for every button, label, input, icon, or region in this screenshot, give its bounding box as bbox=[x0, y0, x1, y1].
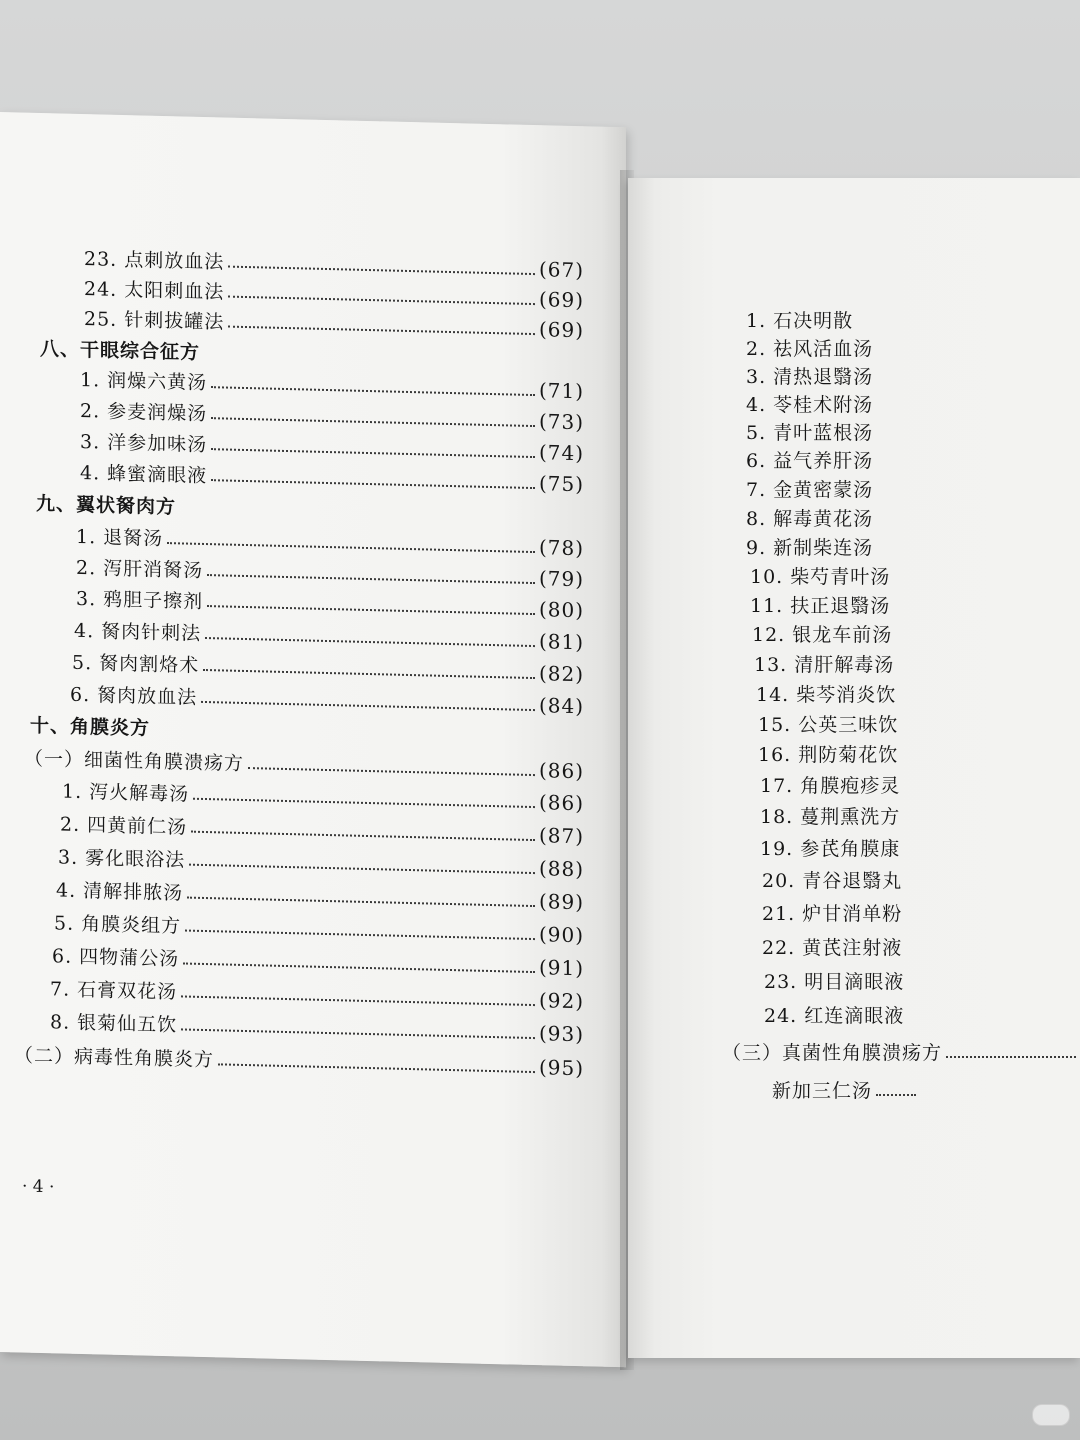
section-heading-title: 十、角膜炎方 bbox=[30, 714, 151, 740]
toc-entry bbox=[762, 933, 1080, 963]
toc-entry-page: (84) bbox=[538, 693, 584, 719]
toc-entry bbox=[746, 306, 1080, 336]
leader-dots bbox=[201, 699, 535, 711]
toc-entry bbox=[746, 504, 1080, 534]
toc-entry-title: 16. 荆防菊花饮 bbox=[758, 744, 899, 766]
section-heading bbox=[30, 711, 230, 746]
toc-entry bbox=[772, 1076, 1080, 1106]
leader-dots bbox=[181, 1026, 535, 1039]
section-heading-title: 九、翼状胬肉方 bbox=[36, 492, 177, 519]
toc-entry-title: 14. 柴芩消炎饮 bbox=[756, 684, 897, 706]
toc-entry-title: 2. 祛风活血汤 bbox=[746, 338, 874, 360]
toc-entry-title: 19. 参芪角膜康 bbox=[760, 838, 901, 860]
toc-entry-title: 18. 蔓荆熏洗方 bbox=[760, 806, 901, 828]
toc-entry bbox=[750, 562, 1080, 592]
toc-entry-title: 17. 角膜疱疹灵 bbox=[760, 775, 901, 797]
toc-entry-page: (74) bbox=[538, 440, 584, 466]
toc-entry-title: 1. 泻火解毒汤 bbox=[62, 780, 190, 806]
leader-dots bbox=[211, 477, 535, 489]
leader-dots bbox=[946, 1054, 1076, 1058]
toc-entry-title: 3. 鸦胆子擦剂 bbox=[76, 587, 204, 613]
toc-entry-page: (75) bbox=[538, 471, 584, 497]
toc-entry-title: 23. 明目滴眼液 bbox=[764, 971, 905, 993]
right-page bbox=[628, 178, 1080, 1358]
toc-entry-title: （三）真菌性角膜溃疡方 bbox=[722, 1042, 943, 1064]
leader-dots bbox=[205, 635, 535, 647]
toc-entry-title: 3. 雾化眼浴法 bbox=[58, 846, 186, 872]
leader-dots bbox=[228, 294, 535, 305]
leader-dots bbox=[211, 446, 535, 458]
leader-dots bbox=[876, 1092, 916, 1096]
leader-dots bbox=[228, 264, 535, 275]
toc-entry-page: (86) bbox=[538, 790, 584, 816]
toc-entry-title: 6. 胬肉放血法 bbox=[70, 683, 198, 709]
watermark-badge bbox=[1032, 1404, 1070, 1426]
toc-entry-title: 3. 洋参加味汤 bbox=[80, 430, 208, 457]
leader-dots bbox=[181, 993, 535, 1006]
toc-entry bbox=[746, 362, 1080, 392]
leader-dots bbox=[218, 1061, 535, 1073]
leader-dots bbox=[207, 572, 535, 584]
leader-dots bbox=[207, 603, 535, 615]
section-heading bbox=[36, 489, 236, 524]
toc-entry bbox=[762, 899, 1080, 929]
toc-entry-title: 24. 红连滴眼液 bbox=[764, 1005, 905, 1027]
toc-entry-title: 5. 胬肉割烙术 bbox=[72, 651, 200, 677]
leader-dots bbox=[203, 667, 535, 679]
left-page bbox=[0, 112, 626, 1367]
toc-entry-title: （二）病毒性角膜炎方 bbox=[14, 1044, 215, 1072]
toc-entry-title: 1. 润燥六黄汤 bbox=[80, 368, 208, 395]
toc-entry-title: 7. 石膏双花汤 bbox=[50, 978, 178, 1004]
toc-entry-title: 4. 胬肉针刺法 bbox=[74, 619, 202, 645]
toc-entry bbox=[764, 1001, 1080, 1031]
toc-entry bbox=[752, 620, 1080, 650]
toc-entry-page: (92) bbox=[538, 988, 584, 1014]
toc-entry-page: (78) bbox=[538, 535, 584, 561]
toc-entry-title: 9. 新制柴连汤 bbox=[746, 537, 874, 559]
toc-entry bbox=[760, 802, 1080, 832]
toc-entry-title: 13. 清肝解毒汤 bbox=[754, 654, 895, 676]
toc-entry-title: 新加三仁汤 bbox=[772, 1080, 873, 1102]
toc-entry-title: 1. 退胬汤 bbox=[76, 525, 164, 550]
page-number: · 4 · bbox=[22, 1176, 55, 1198]
toc-entry-title: 6. 四物蒲公汤 bbox=[52, 945, 180, 971]
toc-entry-page: (95) bbox=[538, 1055, 584, 1081]
toc-entry-page: (69) bbox=[538, 287, 584, 313]
toc-entry bbox=[746, 446, 1080, 476]
leader-dots bbox=[167, 540, 535, 553]
toc-entry bbox=[746, 334, 1080, 364]
toc-entry bbox=[758, 740, 1080, 770]
toc-entry-title: 7. 金黄密蒙汤 bbox=[746, 479, 874, 501]
toc-entry-title: 4. 苓桂术附汤 bbox=[746, 394, 874, 416]
leader-dots bbox=[189, 862, 535, 874]
toc-entry-title: 12. 银龙车前汤 bbox=[752, 624, 893, 646]
toc-entry-title: （一）细菌性角膜溃疡方 bbox=[24, 747, 245, 775]
toc-entry-title: 5. 青叶蓝根汤 bbox=[746, 422, 874, 444]
toc-entry bbox=[754, 650, 1080, 680]
toc-entry-page: (87) bbox=[538, 823, 584, 849]
leader-dots bbox=[185, 928, 535, 941]
section-heading bbox=[40, 334, 240, 369]
toc-entry bbox=[760, 834, 1080, 864]
toc-entry-page: (79) bbox=[538, 566, 584, 592]
toc-entry-title: 2. 参麦润燥汤 bbox=[80, 399, 208, 426]
toc-entry-page: (71) bbox=[538, 378, 584, 404]
toc-entry-title: 22. 黄芪注射液 bbox=[762, 937, 903, 959]
toc-entry-title: 11. 扶正退翳汤 bbox=[750, 595, 891, 617]
toc-entry-page: (67) bbox=[538, 257, 584, 283]
toc-entry-page: (88) bbox=[538, 856, 584, 882]
toc-entry-title: 24. 太阳刺血法 bbox=[84, 278, 225, 304]
toc-entry bbox=[764, 967, 1080, 997]
toc-entry-page: (90) bbox=[538, 922, 584, 948]
toc-entry bbox=[750, 591, 1080, 621]
toc-entry-title: 15. 公英三味饮 bbox=[758, 714, 899, 736]
toc-entry-page: (81) bbox=[538, 629, 584, 655]
toc-entry bbox=[762, 866, 1080, 896]
toc-entry-title: 3. 清热退翳汤 bbox=[746, 366, 874, 388]
toc-entry-title: 4. 清解排脓汤 bbox=[56, 879, 184, 905]
toc-entry bbox=[722, 1038, 1080, 1068]
leader-dots bbox=[228, 324, 535, 335]
toc-entry bbox=[758, 710, 1080, 740]
toc-entry-title: 8. 银菊仙五饮 bbox=[50, 1011, 178, 1037]
leader-dots bbox=[191, 829, 535, 841]
section-heading-title: 八、干眼综合征方 bbox=[40, 337, 201, 364]
leader-dots bbox=[248, 765, 535, 776]
toc-entry bbox=[746, 533, 1080, 563]
toc-entry-title: 20. 青谷退翳丸 bbox=[762, 870, 903, 892]
toc-entry-page: (82) bbox=[538, 661, 584, 687]
toc-entry-page: (73) bbox=[538, 409, 584, 435]
toc-entry-title: 8. 解毒黄花汤 bbox=[746, 508, 874, 530]
toc-entry bbox=[746, 418, 1080, 448]
leader-dots bbox=[211, 384, 535, 396]
toc-entry-title: 2. 泻肝消胬汤 bbox=[76, 556, 204, 582]
toc-entry-title: 21. 炉甘消单粉 bbox=[762, 903, 903, 925]
leader-dots bbox=[187, 895, 535, 907]
leader-dots bbox=[211, 415, 535, 427]
toc-entry-title: 5. 角膜炎组方 bbox=[54, 912, 182, 938]
toc-entry bbox=[760, 771, 1080, 801]
toc-entry-title: 23. 点刺放血法 bbox=[84, 248, 225, 274]
toc-entry bbox=[746, 390, 1080, 420]
toc-entry-page: (86) bbox=[538, 758, 584, 784]
toc-entry-page: (93) bbox=[538, 1021, 584, 1047]
toc-entry-title: 2. 四黄前仁汤 bbox=[60, 813, 188, 839]
toc-entry-title: 4. 蜂蜜滴眼液 bbox=[80, 461, 208, 488]
toc-entry-page: (89) bbox=[538, 889, 584, 915]
toc-entry-page: (69) bbox=[538, 317, 584, 343]
toc-entry-page: (80) bbox=[538, 597, 584, 623]
leader-dots bbox=[193, 796, 535, 808]
toc-entry-title: 10. 柴芍青叶汤 bbox=[750, 566, 891, 588]
toc-entry bbox=[746, 475, 1080, 505]
toc-entry-page: (91) bbox=[538, 955, 584, 981]
toc-entry-title: 1. 石决明散 bbox=[746, 310, 854, 332]
toc-entry-title: 6. 益气养肝汤 bbox=[746, 450, 874, 472]
leader-dots bbox=[183, 960, 535, 973]
toc-entry-title: 25. 针刺拔罐法 bbox=[84, 308, 225, 334]
toc-entry bbox=[756, 680, 1080, 710]
